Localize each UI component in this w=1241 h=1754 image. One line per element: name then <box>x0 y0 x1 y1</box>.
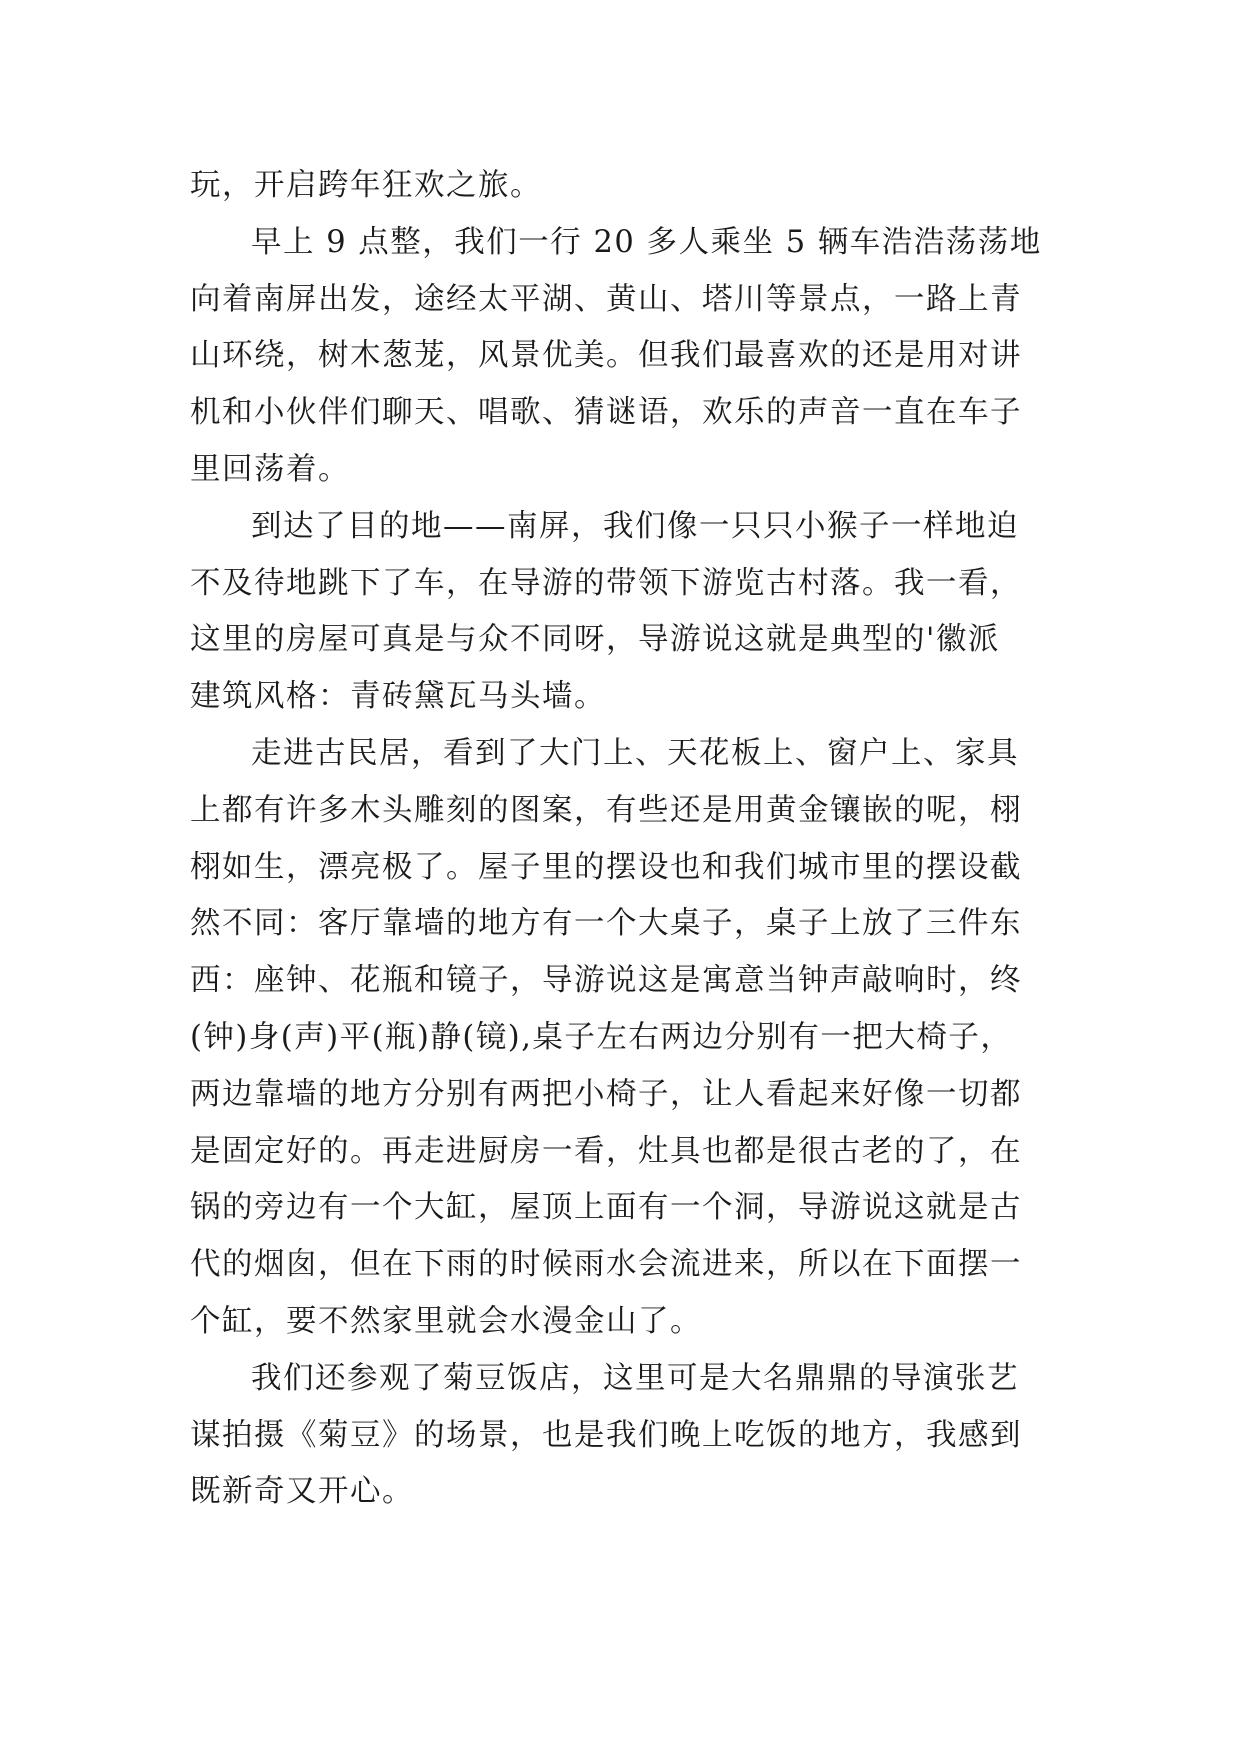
document-body <box>190 158 1050 1521</box>
paragraph-line: 到达了目的地——南屏，我们像一只只小猴子一样地迫 <box>251 508 1019 544</box>
paragraph-line: 个缸，要不然家里就会水漫金山了。 <box>190 1303 702 1339</box>
paragraph-line: 机和小伙伴们聊天、唱歌、猜谜语，欢乐的声音一直在车子 <box>190 395 1022 431</box>
paragraph-line: 这里的房屋可真是与众不同呀，导游说这就是典型的'徽派 <box>190 622 1000 658</box>
paragraph-line: 然不同：客厅靠墙的地方有一个大桌子，桌子上放了三件东 <box>190 906 1022 942</box>
paragraph-line: 玩，开启跨年狂欢之旅。 <box>190 168 542 203</box>
paragraph-4 <box>190 726 1050 1351</box>
paragraph-line: 我们还参观了菊豆饭店，这里可是大名鼎鼎的导演张艺 <box>251 1360 1019 1396</box>
paragraph-line: 上都有许多木头雕刻的图案，有些还是用黄金镶嵌的呢，栩 <box>190 792 1022 828</box>
paragraph-line: 两边靠墙的地方分别有两把小椅子，让人看起来好像一切都 <box>190 1076 1022 1112</box>
paragraph-line: 里回荡着。 <box>190 451 350 487</box>
paragraph-line: 谋拍摄《菊豆》的场景，也是我们晚上吃饭的地方，我感到 <box>190 1417 1022 1453</box>
paragraph-line: (钟)身(声)平(瓶)静(镜),桌子左右两边分别有一把大椅子， <box>190 1019 1013 1055</box>
paragraph-line: 西：座钟、花瓶和镜子，导游说这是寓意当钟声敲响时，终 <box>190 963 1022 999</box>
paragraph-line: 锅的旁边有一个大缸，屋顶上面有一个洞，导游说这就是古 <box>190 1190 1022 1226</box>
paragraph-line: 早上 9 点整，我们一行 20 多人乘坐 5 辆车浩浩荡荡地 <box>251 224 1042 260</box>
paragraph-5 <box>190 1351 1050 1521</box>
paragraph-line: 走进古民居，看到了大门上、天花板上、窗户上、家具 <box>251 735 1019 771</box>
paragraph-line: 是固定好的。再走进厨房一看，灶具也都是很古老的了，在 <box>190 1133 1022 1169</box>
paragraph-line: 代的烟囱，但在下雨的时候雨水会流进来，所以在下面摆一 <box>190 1247 1022 1283</box>
paragraph-line: 建筑风格：青砖黛瓦马头墙。 <box>190 679 606 715</box>
paragraph-line: 山环绕，树木葱茏，风景优美。但我们最喜欢的还是用对讲 <box>190 338 1022 374</box>
paragraph-line: 既新奇又开心。 <box>190 1474 414 1510</box>
paragraph-line: 栩如生，漂亮极了。屋子里的摆设也和我们城市里的摆设截 <box>190 849 1022 885</box>
paragraph-2 <box>190 215 1050 499</box>
paragraph-line: 向着南屏出发，途经太平湖、黄山、塔川等景点，一路上青 <box>190 281 1022 317</box>
paragraph-3 <box>190 499 1050 726</box>
paragraph-line: 不及待地跳下了车，在导游的带领下游览古村落。我一看， <box>190 565 1022 601</box>
paragraph-1 <box>190 158 1050 215</box>
